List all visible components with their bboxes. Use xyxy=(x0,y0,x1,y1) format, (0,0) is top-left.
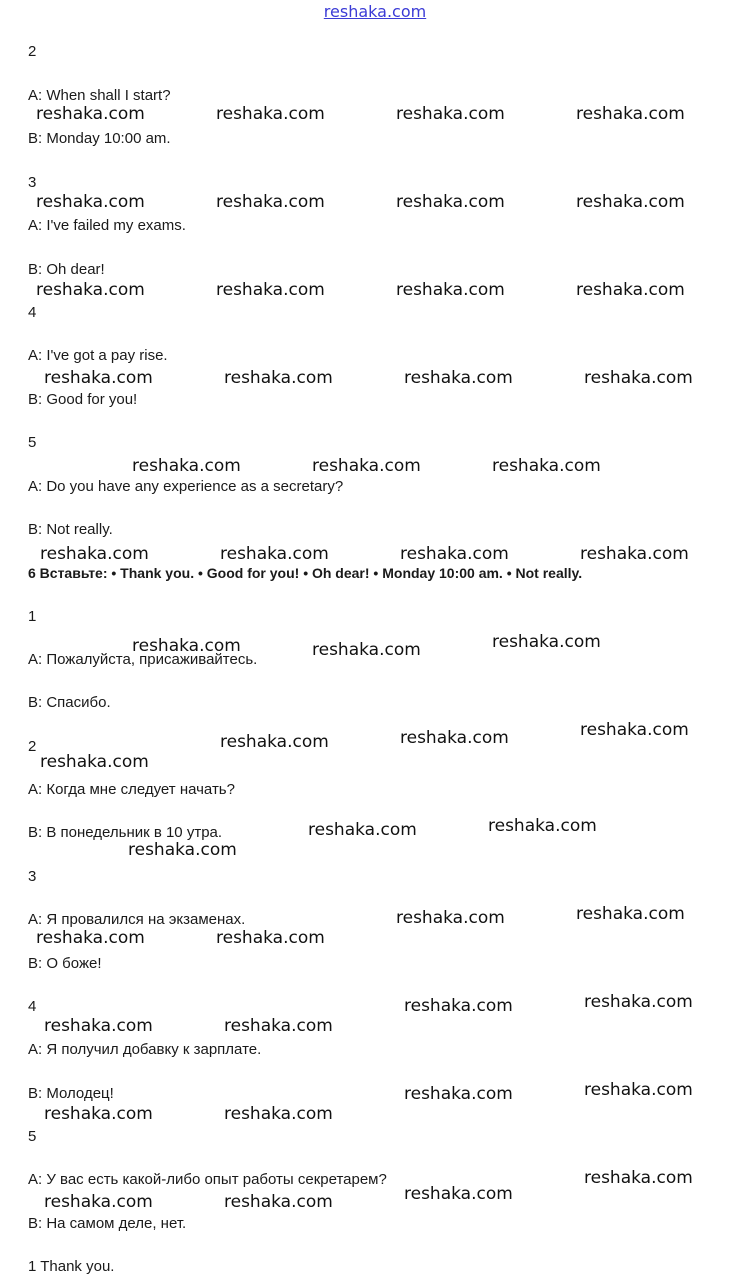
watermark: reshaka.com xyxy=(584,1168,693,1188)
watermark: reshaka.com xyxy=(216,192,325,212)
dialogue-line: B: Good for you! xyxy=(28,391,138,408)
watermark: reshaka.com xyxy=(224,1192,333,1212)
dialogue-line: В: В понедельник в 10 утра. xyxy=(28,824,223,841)
watermark: reshaka.com xyxy=(492,456,601,476)
watermark: reshaka.com xyxy=(492,632,601,652)
dialogue-line: В: О боже! xyxy=(28,955,102,972)
watermark: reshaka.com xyxy=(224,368,333,388)
watermark: reshaka.com xyxy=(576,280,685,300)
dialogue-number: 3 xyxy=(28,174,37,191)
watermark: reshaka.com xyxy=(396,280,505,300)
watermark: reshaka.com xyxy=(44,1104,153,1124)
dialogue-number: 4 xyxy=(28,304,37,321)
dialogue-line: В: На самом деле, нет. xyxy=(28,1215,187,1232)
watermark: reshaka.com xyxy=(216,104,325,124)
watermark: reshaka.com xyxy=(220,732,329,752)
dialogue-number: 3 xyxy=(28,868,37,885)
watermark: reshaka.com xyxy=(132,456,241,476)
dialogue-line: A: When shall I start? xyxy=(28,87,171,104)
watermark: reshaka.com xyxy=(576,192,685,212)
watermark: reshaka.com xyxy=(224,1016,333,1036)
dialogue-line: B: Not really. xyxy=(28,521,113,538)
watermark: reshaka.com xyxy=(36,104,145,124)
watermark: reshaka.com xyxy=(488,816,597,836)
dialogue-line: А: Пожалуйста, присаживайтесь. xyxy=(28,651,258,668)
watermark: reshaka.com xyxy=(220,544,329,564)
watermark: reshaka.com xyxy=(224,1104,333,1124)
dialogue-line: А: Когда мне следует начать? xyxy=(28,781,235,798)
watermark: reshaka.com xyxy=(396,908,505,928)
watermark: reshaka.com xyxy=(396,192,505,212)
watermark: reshaka.com xyxy=(580,544,689,564)
watermark: reshaka.com xyxy=(40,544,149,564)
watermark: reshaka.com xyxy=(576,904,685,924)
watermark: reshaka.com xyxy=(132,636,241,656)
dialogue-number: 4 xyxy=(28,998,37,1015)
watermark: reshaka.com xyxy=(36,928,145,948)
watermark: reshaka.com xyxy=(400,728,509,748)
watermark: reshaka.com xyxy=(584,1080,693,1100)
dialogue-line: A: Do you have any experience as a secretary? xyxy=(28,478,344,495)
watermark: reshaka.com xyxy=(580,720,689,740)
answer-line: 1 Thank you. xyxy=(28,1258,115,1275)
watermark: reshaka.com xyxy=(40,752,149,772)
dialogue-line: А: У вас есть какой-либо опыт работы секретарем? xyxy=(28,1171,387,1188)
site-link[interactable]: reshaka.com xyxy=(323,2,427,21)
watermark: reshaka.com xyxy=(312,456,421,476)
watermark: reshaka.com xyxy=(216,928,325,948)
dialogue-number: 2 xyxy=(28,738,37,755)
dialogue-line: В: Молодец! xyxy=(28,1085,114,1102)
watermark: reshaka.com xyxy=(216,280,325,300)
dialogue-line: А: Я провалился на экзаменах. xyxy=(28,911,246,928)
watermark: reshaka.com xyxy=(36,192,145,212)
watermark: reshaka.com xyxy=(404,996,513,1016)
dialogue-line: А: Я получил добавку к зарплате. xyxy=(28,1041,262,1058)
dialogue-line: B: Oh dear! xyxy=(28,261,105,278)
watermark: reshaka.com xyxy=(396,104,505,124)
watermark: reshaka.com xyxy=(312,640,421,660)
watermark: reshaka.com xyxy=(44,1016,153,1036)
dialogue-line: В: Спасибо. xyxy=(28,694,111,711)
dialogue-number: 2 xyxy=(28,43,37,60)
watermark: reshaka.com xyxy=(584,368,693,388)
dialogue-number: 5 xyxy=(28,1128,37,1145)
watermark: reshaka.com xyxy=(44,1192,153,1212)
watermark: reshaka.com xyxy=(576,104,685,124)
dialogue-number: 1 xyxy=(28,608,37,625)
watermark: reshaka.com xyxy=(400,544,509,564)
watermark: reshaka.com xyxy=(36,280,145,300)
watermark: reshaka.com xyxy=(44,368,153,388)
watermark: reshaka.com xyxy=(404,368,513,388)
watermark: reshaka.com xyxy=(128,840,237,860)
dialogue-line: A: I've got a pay rise. xyxy=(28,347,168,364)
exercise-heading: 6 Вставьте: • Thank you. • Good for you! • Oh dear! • Monday 10:00 am. • Not really. xyxy=(28,565,583,581)
watermark: reshaka.com xyxy=(404,1084,513,1104)
watermark: reshaka.com xyxy=(404,1184,513,1204)
dialogue-line: B: Monday 10:00 am. xyxy=(28,130,171,147)
dialogue-number: 5 xyxy=(28,434,37,451)
watermark: reshaka.com xyxy=(308,820,417,840)
watermark: reshaka.com xyxy=(584,992,693,1012)
dialogue-line: A: I've failed my exams. xyxy=(28,217,186,234)
